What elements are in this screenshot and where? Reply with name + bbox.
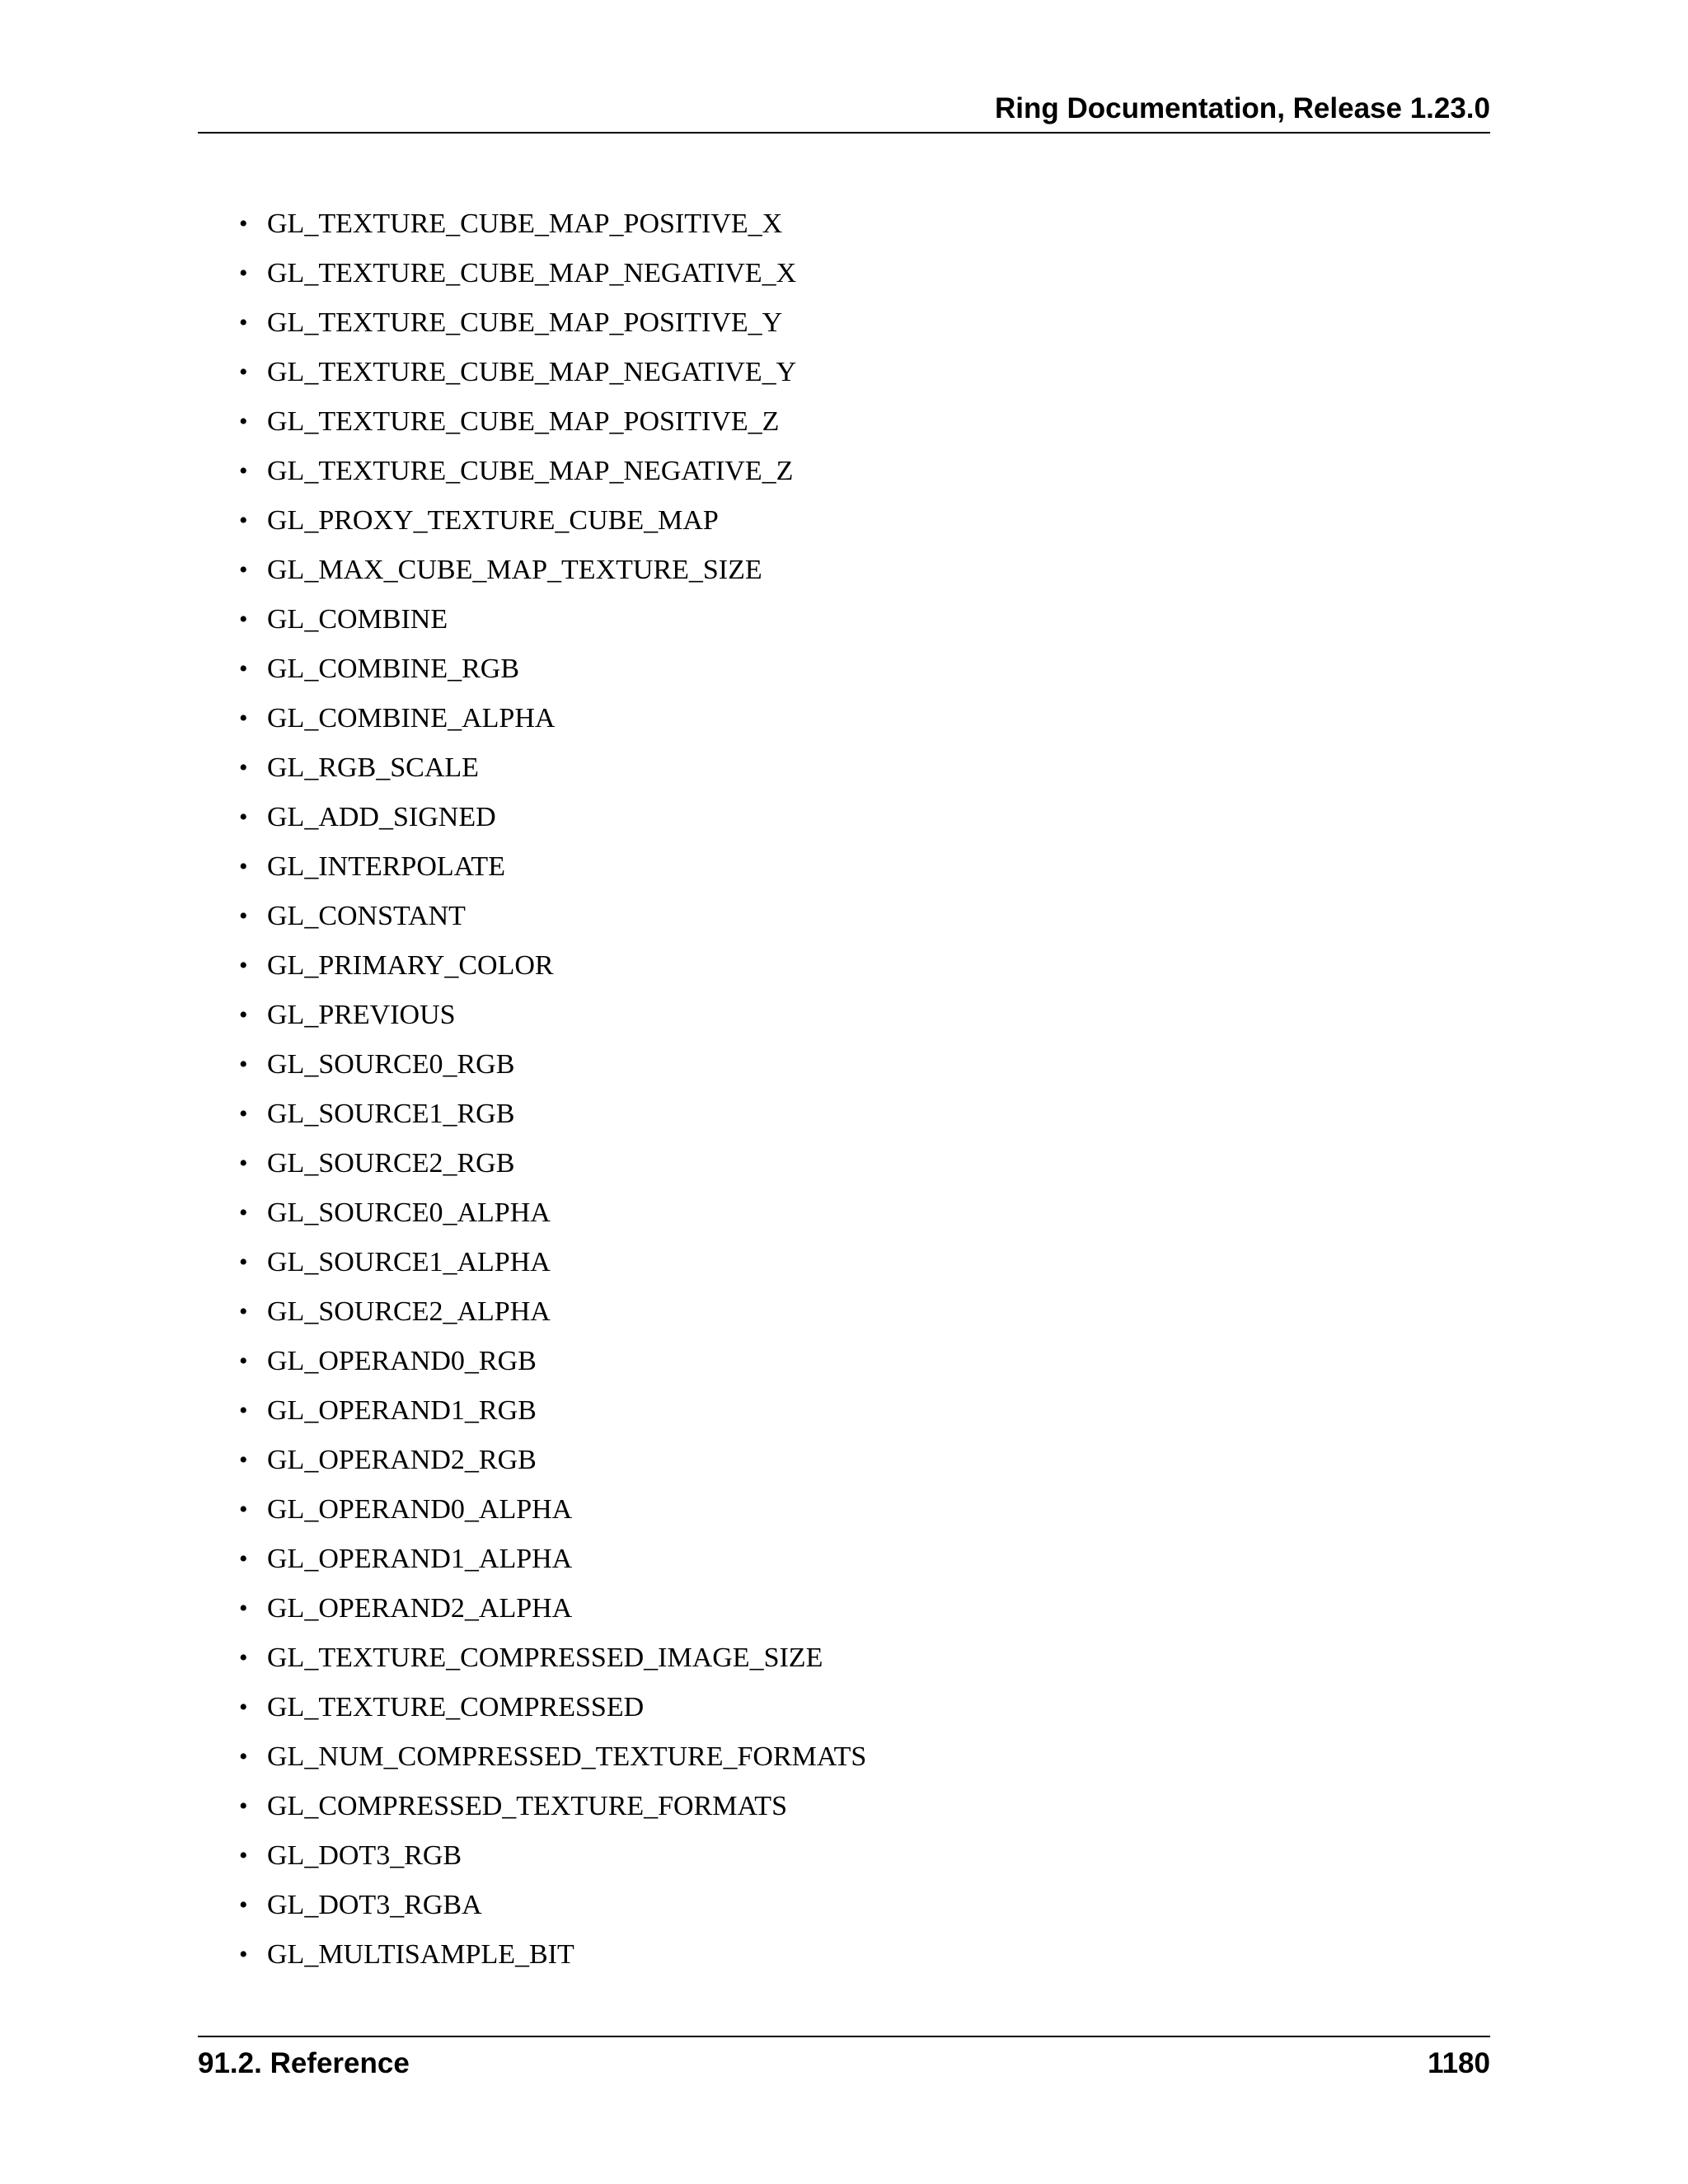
list-item-text: GL_COMBINE_ALPHA <box>267 703 556 733</box>
list-item <box>239 397 866 447</box>
list-item <box>239 1386 866 1436</box>
list-item <box>239 793 866 842</box>
bullet-icon: • <box>239 1941 248 1968</box>
bullet-icon: • <box>239 1150 248 1177</box>
document-title: Ring Documentation, Release 1.23.0 <box>994 92 1490 124</box>
list-item <box>239 447 866 496</box>
page-number: 1180 <box>1428 2047 1490 2079</box>
list-item <box>239 991 866 1040</box>
list-item <box>239 298 866 348</box>
list-item <box>239 694 866 743</box>
bullet-icon: • <box>239 1694 248 1721</box>
bullet-icon: • <box>239 754 248 781</box>
bullet-icon: • <box>239 1496 248 1523</box>
list-item-text: GL_OPERAND1_RGB <box>267 1395 537 1426</box>
list-item <box>239 1584 866 1633</box>
list-item <box>239 249 866 298</box>
list-item <box>239 1633 866 1683</box>
list-item-text: GL_TEXTURE_CUBE_MAP_POSITIVE_Z <box>267 406 780 437</box>
list-item-text: GL_OPERAND0_ALPHA <box>267 1494 573 1525</box>
bullet-icon: • <box>239 1051 248 1078</box>
list-item <box>239 348 866 397</box>
bullet-icon: • <box>239 1793 248 1820</box>
bullet-icon: • <box>239 309 248 336</box>
bullet-icon: • <box>239 1842 248 1869</box>
bullet-icon: • <box>239 853 248 880</box>
list-item-text: GL_RGB_SCALE <box>267 752 479 783</box>
section-label: 91.2. Reference <box>198 2047 410 2079</box>
list-item-text: GL_COMBINE <box>267 604 448 635</box>
list-item-text: GL_TEXTURE_COMPRESSED_IMAGE_SIZE <box>267 1643 823 1673</box>
list-item-text: GL_PROXY_TEXTURE_CUBE_MAP <box>267 505 719 536</box>
list-item <box>239 496 866 546</box>
list-item <box>239 1238 866 1287</box>
bullet-icon: • <box>239 1100 248 1127</box>
list-item <box>239 941 866 991</box>
list-item-text: GL_SOURCE2_ALPHA <box>267 1296 551 1327</box>
list-item-text: GL_OPERAND0_RGB <box>267 1346 537 1376</box>
list-item <box>239 1436 866 1485</box>
list-item <box>239 1287 866 1337</box>
bullet-icon: • <box>239 408 248 435</box>
list-item <box>239 1881 866 1930</box>
list-item-text: GL_MULTISAMPLE_BIT <box>267 1939 574 1970</box>
list-item <box>239 842 866 892</box>
list-item-text: GL_SOURCE1_RGB <box>267 1099 515 1129</box>
bullet-icon: • <box>239 655 248 682</box>
list-item-text: GL_ADD_SIGNED <box>267 802 496 832</box>
list-item-text: GL_DOT3_RGB <box>267 1840 462 1871</box>
list-item-text: GL_PRIMARY_COLOR <box>267 950 554 981</box>
list-item <box>239 1930 866 1980</box>
list-item-text: GL_TEXTURE_CUBE_MAP_NEGATIVE_Z <box>267 456 794 486</box>
bullet-icon: • <box>239 359 248 386</box>
bullet-icon: • <box>239 1397 248 1424</box>
bullet-icon: • <box>239 556 248 583</box>
list-item <box>239 595 866 644</box>
list-item-text: GL_TEXTURE_COMPRESSED <box>267 1692 645 1722</box>
bullet-icon: • <box>239 1595 248 1622</box>
bullet-icon: • <box>239 210 248 237</box>
list-item <box>239 1732 866 1782</box>
list-item-text: GL_OPERAND2_RGB <box>267 1445 537 1475</box>
list-item <box>239 1139 866 1188</box>
list-item-text: GL_TEXTURE_CUBE_MAP_NEGATIVE_X <box>267 258 797 288</box>
list-item-text: GL_MAX_CUBE_MAP_TEXTURE_SIZE <box>267 555 762 585</box>
bullet-icon: • <box>239 1891 248 1919</box>
list-item <box>239 1683 866 1732</box>
bullet-icon: • <box>239 902 248 930</box>
page-footer <box>198 2036 1490 2079</box>
bullet-icon: • <box>239 507 248 534</box>
bullet-icon: • <box>239 1001 248 1029</box>
list-item <box>239 546 866 595</box>
list-item <box>239 1485 866 1535</box>
list-item <box>239 1090 866 1139</box>
list-item-text: GL_TEXTURE_CUBE_MAP_NEGATIVE_Y <box>267 357 797 387</box>
bullet-icon: • <box>239 1249 248 1276</box>
list-item <box>239 1831 866 1881</box>
list-item <box>239 644 866 694</box>
list-item <box>239 1782 866 1831</box>
list-item <box>239 199 866 249</box>
bullet-icon: • <box>239 1298 248 1325</box>
list-item-text: GL_DOT3_RGBA <box>267 1890 482 1920</box>
list-item-text: GL_OPERAND1_ALPHA <box>267 1544 573 1574</box>
bullet-icon: • <box>239 457 248 485</box>
list-item-text: GL_COMPRESSED_TEXTURE_FORMATS <box>267 1791 787 1821</box>
list-item-text: GL_SOURCE0_ALPHA <box>267 1197 551 1228</box>
list-item-text: GL_NUM_COMPRESSED_TEXTURE_FORMATS <box>267 1741 867 1772</box>
list-item <box>239 743 866 793</box>
bullet-icon: • <box>239 804 248 831</box>
constant-list <box>239 199 866 1980</box>
list-item-text: GL_CONSTANT <box>267 901 466 931</box>
list-item <box>239 1337 866 1386</box>
bullet-icon: • <box>239 1199 248 1226</box>
bullet-icon: • <box>239 260 248 287</box>
list-item-text: GL_COMBINE_RGB <box>267 654 520 684</box>
bullet-icon: • <box>239 705 248 732</box>
list-item-text: GL_TEXTURE_CUBE_MAP_POSITIVE_Y <box>267 307 783 338</box>
bullet-icon: • <box>239 1743 248 1770</box>
bullet-icon: • <box>239 1644 248 1671</box>
list-item-text: GL_SOURCE2_RGB <box>267 1148 515 1179</box>
page-header <box>198 0 1490 134</box>
list-item <box>239 1040 866 1090</box>
list-item-text: GL_PREVIOUS <box>267 1000 456 1030</box>
list-item-text: GL_SOURCE1_ALPHA <box>267 1247 551 1277</box>
list-item-text: GL_SOURCE0_RGB <box>267 1049 515 1080</box>
bullet-icon: • <box>239 1545 248 1572</box>
bullet-icon: • <box>239 952 248 979</box>
list-item <box>239 1535 866 1584</box>
bullet-icon: • <box>239 606 248 633</box>
list-item-text: GL_TEXTURE_CUBE_MAP_POSITIVE_X <box>267 209 783 239</box>
list-item-text: GL_INTERPOLATE <box>267 851 505 882</box>
list-item <box>239 1188 866 1238</box>
bullet-icon: • <box>239 1446 248 1474</box>
list-item <box>239 892 866 941</box>
bullet-icon: • <box>239 1347 248 1375</box>
list-item-text: GL_OPERAND2_ALPHA <box>267 1593 573 1624</box>
